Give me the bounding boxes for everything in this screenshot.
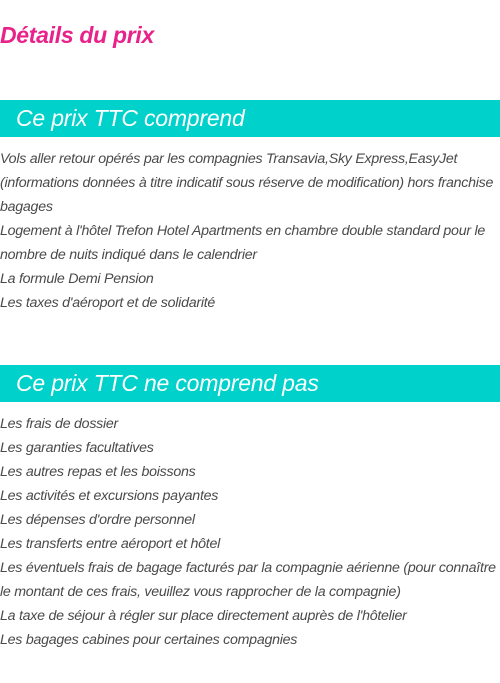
list-item: Logement à l'hôtel Trefon Hotel Apartments en chambre double standard pour le nombre de nuits indiqué dans le calendrier xyxy=(0,223,486,263)
list-item: Les garanties facultatives xyxy=(0,440,154,456)
list-item: Les taxes d'aéroport et de solidarité xyxy=(0,295,216,311)
list-item: Vols aller retour opérés par les compagnies Transavia,Sky Express,EasyJet (informations données à titre indicatif sous réserve de modification) hors franchise bagages xyxy=(0,151,494,215)
excluded-items-list xyxy=(0,412,500,652)
list-item: Les éventuels frais de bagage facturés par la compagnie aérienne (pour connaître le montant de ces frais, veuillez vous rapprocher de la compagnie) xyxy=(0,560,496,600)
list-item: Les dépenses d'ordre personnel xyxy=(0,512,195,528)
included-section-header: Ce prix TTC comprend xyxy=(0,100,500,137)
list-item: Les bagages cabines pour certaines compagnies xyxy=(0,632,298,648)
list-item: Les transferts entre aéroport et hôtel xyxy=(0,536,220,552)
list-item: Les autres repas et les boissons xyxy=(0,464,196,480)
included-items-list xyxy=(0,147,500,315)
excluded-section-header: Ce prix TTC ne comprend pas xyxy=(0,365,500,402)
page-title: Détails du prix xyxy=(0,22,154,48)
list-item: La taxe de séjour à régler sur place directement auprès de l'hôtelier xyxy=(0,608,407,624)
list-item: Les activités et excursions payantes xyxy=(0,488,219,504)
list-item: Les frais de dossier xyxy=(0,416,119,432)
list-item: La formule Demi Pension xyxy=(0,271,154,287)
